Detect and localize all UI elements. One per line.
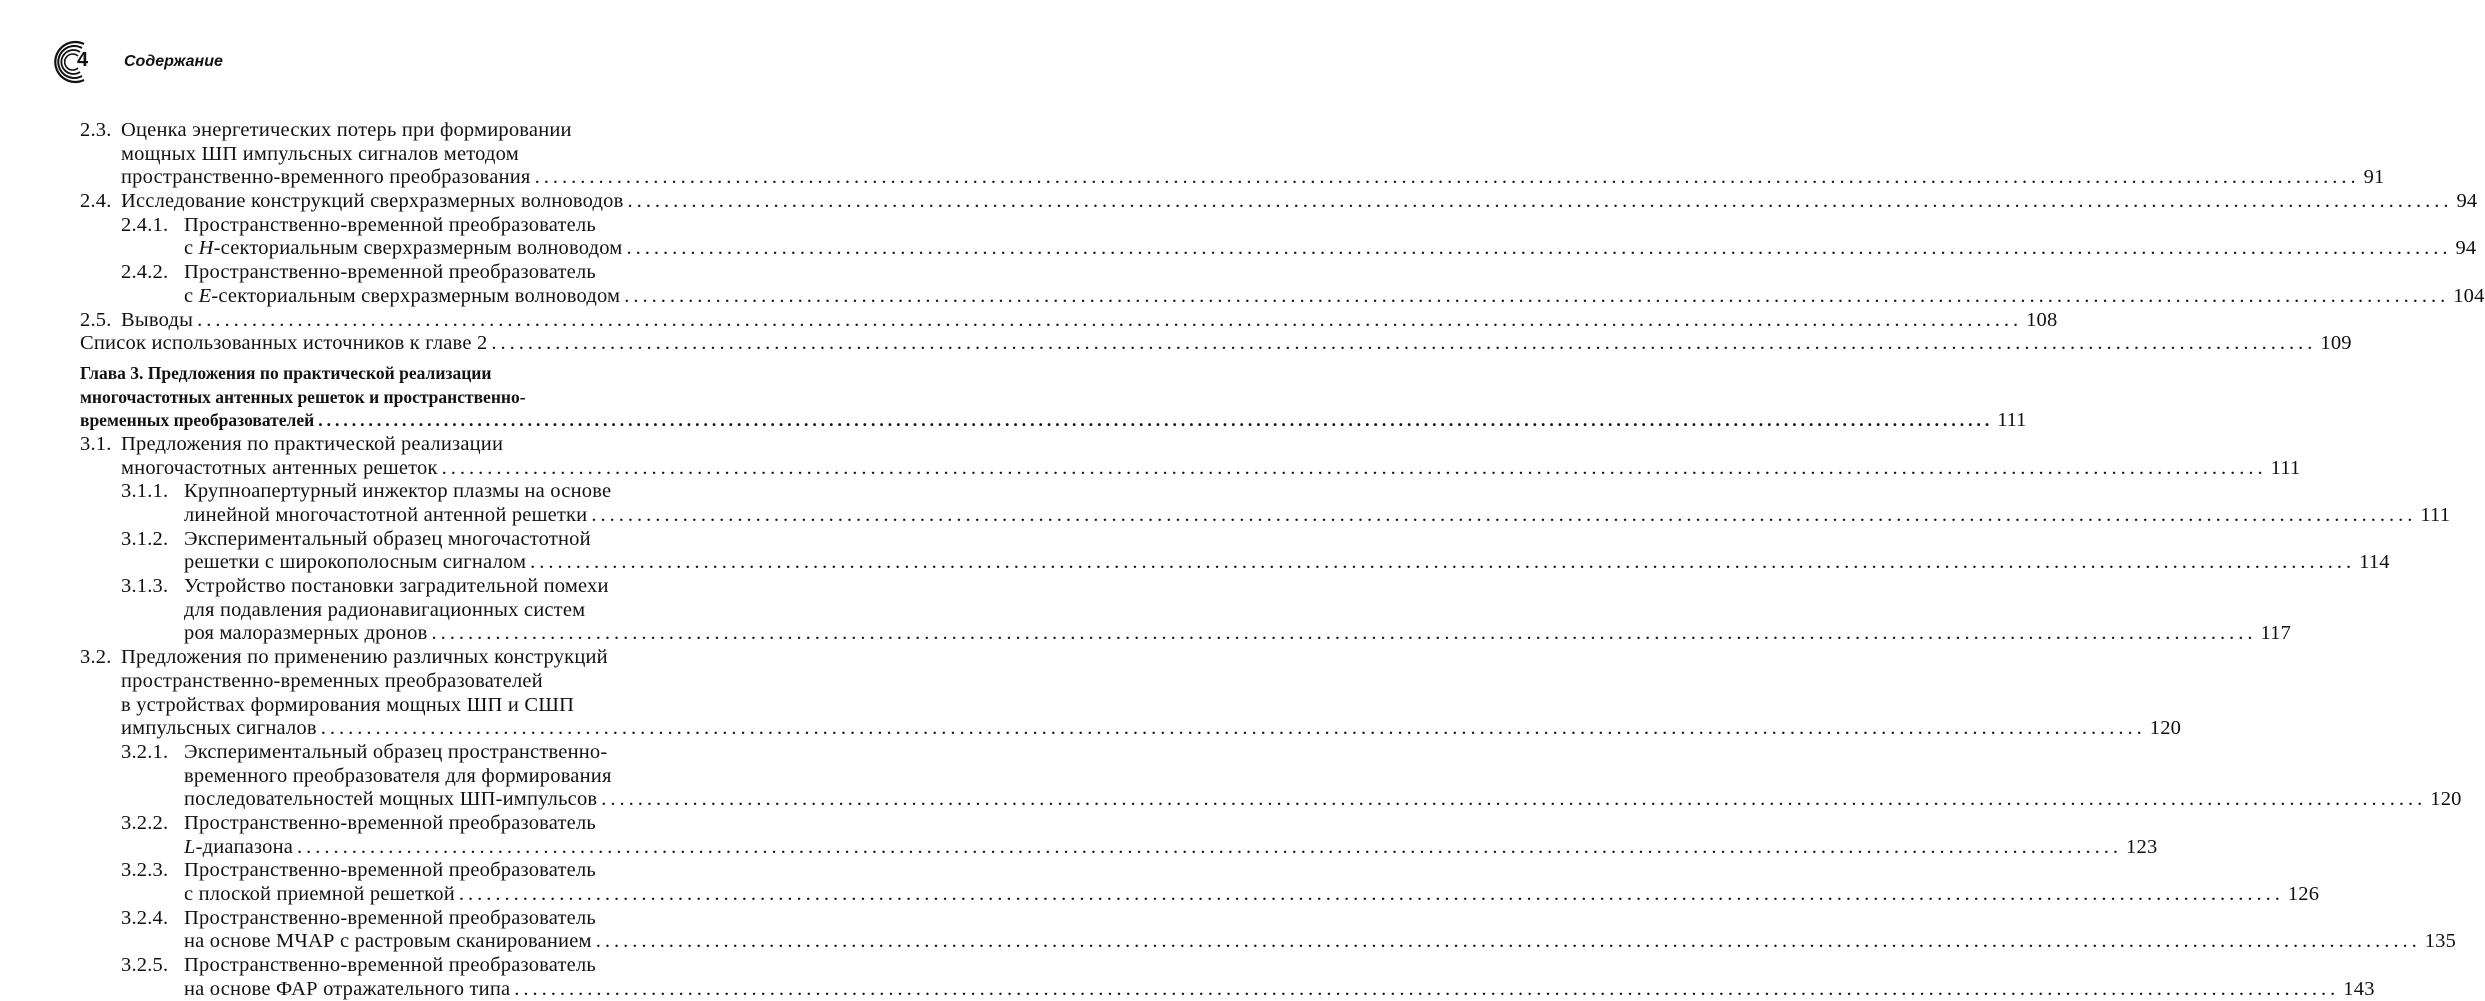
toc-page-number: 117 <box>2260 622 2292 645</box>
toc-page-number: 109 <box>2320 332 2352 355</box>
toc-entry-text: 3.1.3. Устройство постановки заградительной помехи <box>121 575 609 598</box>
toc-entry-text: 3.2.4. Пространственно-временной преобразователь <box>121 906 596 929</box>
toc-entry <box>80 646 2182 741</box>
toc-entry-text: L-диапазона <box>184 835 294 858</box>
toc-entry-text: временных преобразователей <box>80 410 315 431</box>
toc-entry-number: 3.2.2. <box>121 811 169 834</box>
toc-leader-dots: ........................................................................................................................................................................................................ <box>318 410 1994 431</box>
toc-page-number: 111 <box>1997 409 2027 432</box>
toc-leader-dots: ........................................................................................................................................................................................................ <box>320 717 2146 740</box>
toc-entry-number: 2.4.2. <box>121 261 169 284</box>
toc-entry-text: для подавления радионавигационных систем <box>184 598 586 621</box>
toc-leader-dots: ........................................................................................................................................................................................................ <box>514 977 2340 1000</box>
toc-entry-text: Список использованных источников к главе 2 <box>80 332 488 355</box>
toc-page-number: 91 <box>2363 166 2385 189</box>
toc-page-number: 114 <box>2359 551 2390 574</box>
toc-page-number: 111 <box>2270 456 2301 479</box>
toc-entry-text: 2.4. Исследование конструкций сверхразмерных волноводов <box>80 190 624 213</box>
toc-entry-text: многочастотных антенных решеток и пространственно- <box>80 386 526 407</box>
toc-entry <box>80 362 2027 433</box>
toc-entry-text: 2.5. Выводы <box>80 308 194 331</box>
toc-entry-text: 3.1.1. Крупноапертурный инжектор плазмы на основе <box>121 480 612 503</box>
toc-entry-text: пространственно-временного преобразования <box>121 166 531 189</box>
toc-entry-text: 3.2. Предложения по применению различных конструкций <box>80 646 608 669</box>
toc-entry-text: 2.3. Оценка энергетических потерь при формировании <box>80 119 572 141</box>
toc-entry-text: импульсных сигналов <box>121 717 317 740</box>
toc-entry <box>80 119 2385 190</box>
toc-page-number: 126 <box>2287 883 2320 905</box>
toc-entry <box>80 575 2292 646</box>
toc-entry-text: 3.2.2. Пространственно-временной преобразователь <box>121 811 596 834</box>
toc-entry-number: 2.4.1. <box>121 213 169 236</box>
toc-entry-text: последовательностей мощных ШП-импульсов <box>184 788 598 811</box>
toc-entry <box>80 308 2058 333</box>
toc-page-number: 94 <box>2455 237 2477 260</box>
toc-entry-text: с Н-секториальным сверхразмерным волноводом <box>184 237 623 260</box>
toc-entry-number: 2.3. <box>80 119 112 141</box>
publisher-logo <box>54 40 98 84</box>
toc-entry-number: 3.2. <box>80 646 112 669</box>
section-title: Содержание <box>124 53 223 70</box>
toc-leader-dots: ........................................................................................................................................................................................................ <box>297 835 2123 858</box>
toc-leader-dots: ........................................................................................................................................................................................................ <box>197 308 2023 331</box>
toc-entry-text: решетки с широкополосным сигналом <box>184 551 527 574</box>
toc-entry <box>80 906 2457 954</box>
toc-leader-dots: ........................................................................................................................................................................................................ <box>458 883 2284 905</box>
toc-entry <box>80 811 2158 859</box>
toc-entry-number: 3.2.4. <box>121 906 169 929</box>
toc-entry <box>80 190 2478 214</box>
page-header <box>54 40 223 84</box>
toc-page-number: 120 <box>2430 788 2462 811</box>
toc-entry <box>80 527 2390 575</box>
toc-page-number: 108 <box>2026 308 2058 331</box>
toc-page-number: 111 <box>2420 504 2451 526</box>
toc-entry-text: 3.1.2. Экспериментальный образец многочастотной <box>121 527 591 550</box>
toc-page-number: 104 <box>2453 284 2485 307</box>
toc-entry <box>80 432 2301 480</box>
toc-entry-number: 3.1.3. <box>121 575 169 598</box>
toc-entry <box>80 859 2320 906</box>
toc-entry-text: роя малоразмерных дронов <box>184 622 428 645</box>
table-of-contents <box>80 119 2485 1001</box>
toc-entry-number: 3.1. <box>80 432 112 455</box>
toc-entry-text: в устройствах формирования мощных ШП и СШП <box>121 693 575 716</box>
toc-page-number: 120 <box>2149 717 2182 740</box>
toc-entry-number: 3.2.1. <box>121 740 169 763</box>
toc-leader-dots: ........................................................................................................................................................................................................ <box>441 456 2267 479</box>
toc-leader-dots: ........................................................................................................................................................................................................ <box>601 788 2427 811</box>
toc-entry-text: 3.2.1. Экспериментальный образец пространственно- <box>121 740 608 763</box>
toc-entry-text: 2.4.1. Пространственно-временной преобразователь <box>121 213 596 236</box>
toc-leader-dots: ........................................................................................................................................................................................................ <box>595 930 2421 953</box>
toc-leader-dots: ........................................................................................................................................................................................................ <box>627 190 2453 213</box>
toc-entry-text: на основе МЧАР с растровым сканированием <box>184 930 592 953</box>
toc-entry-number: 2.5. <box>80 308 112 331</box>
page-number: 4 <box>77 49 89 71</box>
toc-entry-text: с Е-секториальным сверхразмерным волноводом <box>184 284 621 307</box>
toc-entry <box>80 261 2485 308</box>
toc-leader-dots: ........................................................................................................................................................................................................ <box>431 622 2257 645</box>
toc-entry-text: временного преобразователя для формирования <box>184 764 612 787</box>
toc-leader-dots: ........................................................................................................................................................................................................ <box>626 237 2452 260</box>
toc-entry-text: Глава 3. Предложения по практической реализации <box>80 362 492 383</box>
toc-entry-text: 3.2.5. Пространственно-временной преобразователь <box>121 954 596 977</box>
toc-leader-dots: ........................................................................................................................................................................................................ <box>530 551 2356 574</box>
toc-entry-number: 3.1.2. <box>121 527 169 550</box>
toc-entry-number: 2.4. <box>80 190 112 213</box>
toc-entry-text: 3.2.3. Пространственно-временной преобразователь <box>121 859 596 882</box>
toc-entry-text: линейной многочастотной антенной решетки <box>184 504 588 526</box>
toc-page-number: 135 <box>2424 930 2457 953</box>
toc-leader-dots: ........................................................................................................................................................................................................ <box>591 504 2417 526</box>
toc-entry-text: 2.4.2. Пространственно-временной преобразователь <box>121 261 596 284</box>
toc-entry-text: мощных ШП импульсных сигналов методом <box>121 142 519 165</box>
toc-entry-text: на основе ФАР отражательного типа <box>184 977 511 1000</box>
toc-entry <box>80 480 2451 527</box>
toc-entry-text: 3.1. Предложения по практической реализации <box>80 432 504 455</box>
toc-entry <box>80 332 2352 356</box>
toc-entry-number: 3.1.1. <box>121 480 169 503</box>
toc-leader-dots: ........................................................................................................................................................................................................ <box>624 284 2450 307</box>
toc-entry <box>80 954 2375 1001</box>
toc-entry <box>80 740 2462 812</box>
toc-page-number: 143 <box>2343 977 2375 1000</box>
toc-entry-text: многочастотных антенных решеток <box>121 456 438 479</box>
toc-entry-text: пространственно-временных преобразователей <box>121 669 543 692</box>
toc-page-number: 123 <box>2126 835 2158 858</box>
concentric-arcs-icon <box>54 40 98 84</box>
toc-page-number: 94 <box>2456 190 2478 213</box>
toc-leader-dots: ........................................................................................................................................................................................................ <box>491 332 2317 355</box>
toc-entry-number: 3.2.3. <box>121 859 169 882</box>
toc-leader-dots: ........................................................................................................................................................................................................ <box>534 166 2360 189</box>
toc-entry <box>80 213 2477 261</box>
toc-entry-text: с плоской приемной решеткой <box>184 883 455 905</box>
toc-entry-number: 3.2.5. <box>121 954 169 977</box>
